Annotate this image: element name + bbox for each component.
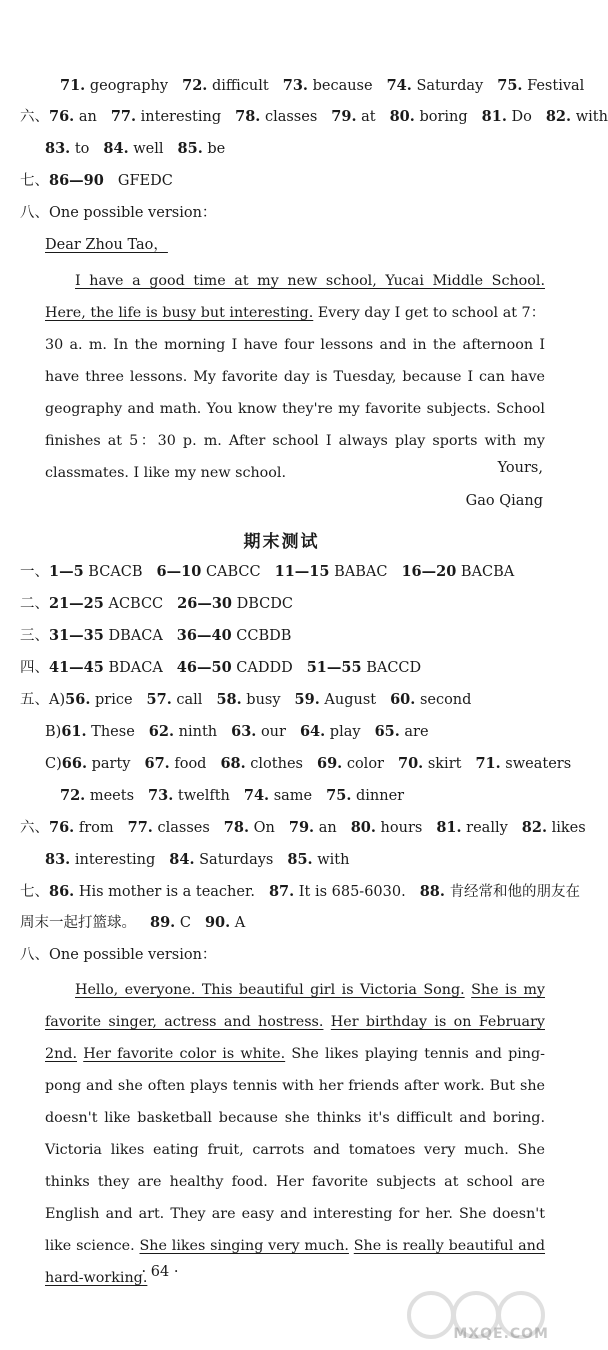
question-number: 85. [177, 140, 203, 157]
section-prefix: 六、 [20, 820, 49, 836]
answer-value: party [91, 756, 131, 772]
question-number: 63. [231, 723, 257, 740]
question-number: 73. [282, 77, 308, 94]
question-number: 83. [45, 140, 71, 157]
question-number: 11—15 [274, 563, 330, 580]
answer-value: to [74, 141, 90, 157]
answer-value: price [94, 692, 133, 708]
answer-value: Saturdays [199, 852, 274, 868]
letter-text: Every day I get to school at 7：30 a. m. In the morning I have four lessons and in the afternoon I have three lessons. My favorite day is Tuesday, because I can have geography and math. You know they're my favorite subjects. School finishes at 5：30 p. m. After school I always play sports with my classmates. I like my new school. [45, 305, 545, 481]
question-number: 70. [397, 755, 424, 772]
final-section-5c [45, 754, 572, 774]
answer-value: with [317, 852, 350, 868]
question-number: 79. [288, 819, 315, 836]
essay-underlined: She likes singing very much. [139, 1238, 349, 1254]
final-section-8-heading: 八、One possible version： [20, 947, 217, 963]
question-number: 21—25 [49, 595, 104, 612]
question-number: 77. [127, 819, 153, 836]
question-number: 71. [475, 755, 501, 772]
answer-value: skirt [427, 756, 462, 772]
question-number: 72. [60, 787, 86, 804]
answer-value: BACBA [460, 564, 515, 580]
answer-value: DBACA [108, 628, 163, 644]
section-prefix: 七、 [20, 173, 49, 189]
answer-value: GFEDC [117, 173, 173, 189]
answer-value: BDACA [108, 660, 163, 676]
question-number: 88. [419, 883, 445, 900]
question-number: 6—10 [156, 563, 202, 580]
answer-value: classes [157, 820, 210, 836]
essay-body [45, 974, 545, 1294]
answer-value: geography [89, 78, 169, 94]
letter-greeting [45, 235, 563, 255]
answer-value: sweaters [505, 756, 572, 772]
essay-underlined: She is my favorite singer, actress and hostress. [45, 982, 545, 1030]
answer-value: interesting [74, 852, 156, 868]
final-section-6 [20, 818, 586, 838]
answer-value: boring [419, 109, 468, 125]
answer-value: CADDD [236, 660, 293, 676]
answer-value: BABAC [334, 564, 388, 580]
question-number: 80. [389, 108, 415, 125]
answer-value: difficult [211, 78, 269, 94]
question-number: 61. [61, 723, 87, 740]
question-number: 16—20 [401, 563, 457, 580]
answer-value: CABCC [205, 564, 261, 580]
section-prefix: C) [45, 756, 62, 772]
answer-value: busy [246, 692, 281, 708]
answer-87: It is 685-6030. [298, 884, 406, 900]
answer-value: be [207, 141, 226, 157]
answer-value: BACCD [366, 660, 422, 676]
question-number: 74. [386, 77, 412, 94]
answer-row-71-75 [60, 76, 585, 96]
question-number: 75. [326, 787, 352, 804]
answer-value: meets [89, 788, 135, 804]
question-number: 66. [61, 755, 87, 772]
question-number: 1—5 [49, 563, 84, 580]
section-8-heading: 八、One possible version： [20, 205, 217, 221]
question-number: 84. [169, 851, 195, 868]
question-number: 56. [65, 691, 91, 708]
section-prefix: 五、A) [20, 692, 66, 708]
question-number: 78. [235, 108, 261, 125]
question-number: 36—40 [176, 627, 232, 644]
question-number: 59. [294, 691, 320, 708]
final-section-7-cont [20, 913, 563, 933]
section-prefix: 六、 [20, 109, 49, 125]
final-section-3 [20, 626, 563, 646]
page-number: · 64 · [141, 1264, 179, 1280]
answer-value: On [253, 820, 275, 836]
question-number: 69. [316, 755, 343, 772]
question-number: 85. [287, 851, 313, 868]
answer-value: Do [511, 109, 532, 125]
question-number: 84. [103, 140, 129, 157]
answer-value: These [91, 724, 135, 740]
letter-closing: Yours, [497, 460, 543, 476]
essay-underlined: Hello, everyone. This beautiful girl is Victoria Song. [75, 982, 465, 998]
question-number: 76. [49, 108, 75, 125]
answer-row-76-82 [20, 107, 608, 127]
question-number: 60. [390, 691, 416, 708]
section-7-answers [20, 171, 563, 191]
greeting-text: Dear Zhou Tao， [45, 237, 168, 253]
answer-value: hours [380, 820, 423, 836]
answer-value: an [318, 820, 337, 836]
answer-value: are [404, 724, 429, 740]
question-number: 68. [220, 755, 246, 772]
section-prefix: 七、 [20, 884, 49, 900]
answer-value: ACBCC [108, 596, 164, 612]
section-prefix: 四、 [20, 660, 49, 676]
question-number: 89. [150, 914, 176, 931]
answer-value: same [273, 788, 313, 804]
section-title: 期末测试 [243, 532, 320, 552]
answer-value: because [312, 78, 373, 94]
question-number: 64. [299, 723, 326, 740]
watermark-text: MXQE.COM [453, 1326, 549, 1342]
final-section-1 [20, 562, 563, 582]
section-prefix: 二、 [20, 596, 49, 612]
answer-value: really [466, 820, 508, 836]
answer-value: Festival [527, 78, 585, 94]
letter-signature: Gao Qiang [465, 493, 543, 509]
answer-value: our [260, 724, 286, 740]
answer-value: with [575, 109, 608, 125]
essay-underlined: She is really beautiful and hard-working. [45, 1238, 546, 1286]
question-number: 58. [216, 691, 242, 708]
answer-88-cont: 周末一起打篮球。 [20, 915, 136, 931]
question-number: 73. [148, 787, 174, 804]
question-number: 79. [331, 108, 357, 125]
question-number: 31—35 [49, 627, 104, 644]
question-number: 26—30 [177, 595, 233, 612]
question-number: 71. [60, 77, 86, 94]
letter-underlined: I have a good time at my new school, Yucai Middle School. Here, the life is busy but interesting. [45, 273, 545, 321]
question-number: 83. [45, 851, 71, 868]
question-number: 81. [481, 108, 507, 125]
answer-value: second [419, 692, 472, 708]
question-number: 82. [545, 108, 572, 125]
question-number: 82. [521, 819, 548, 836]
question-number: 57. [146, 691, 172, 708]
answer-value: clothes [250, 756, 303, 772]
answer-value: at [361, 109, 376, 125]
answer-88: 肯经常和他的朋友在 [449, 884, 581, 900]
answer-value: August [324, 692, 377, 708]
question-number: 51—55 [306, 659, 362, 676]
final-section-4 [20, 658, 563, 678]
answer-value: likes [551, 820, 586, 836]
question-number: 80. [350, 819, 376, 836]
essay-text: She likes playing tennis and ping-pong and she often plays tennis with her friends after work. But she doesn't like basketball because she thinks it's difficult and boring. Victoria likes eating fruit, carrots and tomatoes very much. She thinks they are healthy food. Her favorite subjects at school are English and art. They are easy and interesting for her. She doesn't like science. [45, 1046, 545, 1254]
question-number: 77. [110, 108, 137, 125]
answer-89: C [179, 915, 191, 931]
section-prefix: 一、 [20, 564, 49, 580]
answer-value: classes [264, 109, 318, 125]
answer-value: dinner [355, 788, 405, 804]
section-prefix: 三、 [20, 628, 49, 644]
question-number: 87. [268, 883, 295, 900]
question-number: 72. [182, 77, 208, 94]
answer-value: an [78, 109, 97, 125]
question-number: 46—50 [176, 659, 232, 676]
essay-underlined: Her birthday is on February 2nd. [45, 1014, 545, 1062]
answer-value: well [133, 141, 164, 157]
question-number: 90. [204, 914, 231, 931]
answer-value: DBCDC [236, 596, 293, 612]
answer-value: ninth [178, 724, 218, 740]
final-section-5c-cont [60, 786, 563, 806]
answer-90: A [234, 915, 246, 931]
answer-row-83-85 [45, 139, 563, 159]
answer-value: call [176, 692, 203, 708]
question-number: 81. [436, 819, 462, 836]
answer-value: interesting [140, 109, 222, 125]
question-number: 76. [49, 819, 75, 836]
essay-underlined: Her favorite color is white. [83, 1046, 286, 1062]
answer-value: BCACB [88, 564, 143, 580]
answer-86: His mother is a teacher. [78, 884, 255, 900]
question-number: 41—45 [49, 659, 104, 676]
question-number: 62. [148, 723, 175, 740]
question-range: 86—90 [49, 172, 104, 189]
final-section-2 [20, 594, 563, 614]
answer-value: food [174, 756, 207, 772]
letter-body [45, 265, 545, 489]
question-number: 78. [223, 819, 250, 836]
answer-value: color [346, 756, 384, 772]
final-section-6-cont [45, 850, 563, 870]
section-prefix: B) [45, 724, 62, 740]
final-section-5b [45, 722, 563, 742]
question-number: 67. [144, 755, 170, 772]
question-number: 65. [374, 723, 400, 740]
question-number: 75. [497, 77, 523, 94]
answer-value: CCBDB [236, 628, 292, 644]
final-section-5a [20, 690, 563, 710]
question-number: 74. [243, 787, 270, 804]
answer-value: Saturday [416, 78, 484, 94]
answer-value: twelfth [177, 788, 230, 804]
final-section-7 [20, 882, 581, 902]
answer-value: from [78, 820, 114, 836]
question-number: 86. [49, 883, 75, 900]
answer-value: play [329, 724, 361, 740]
